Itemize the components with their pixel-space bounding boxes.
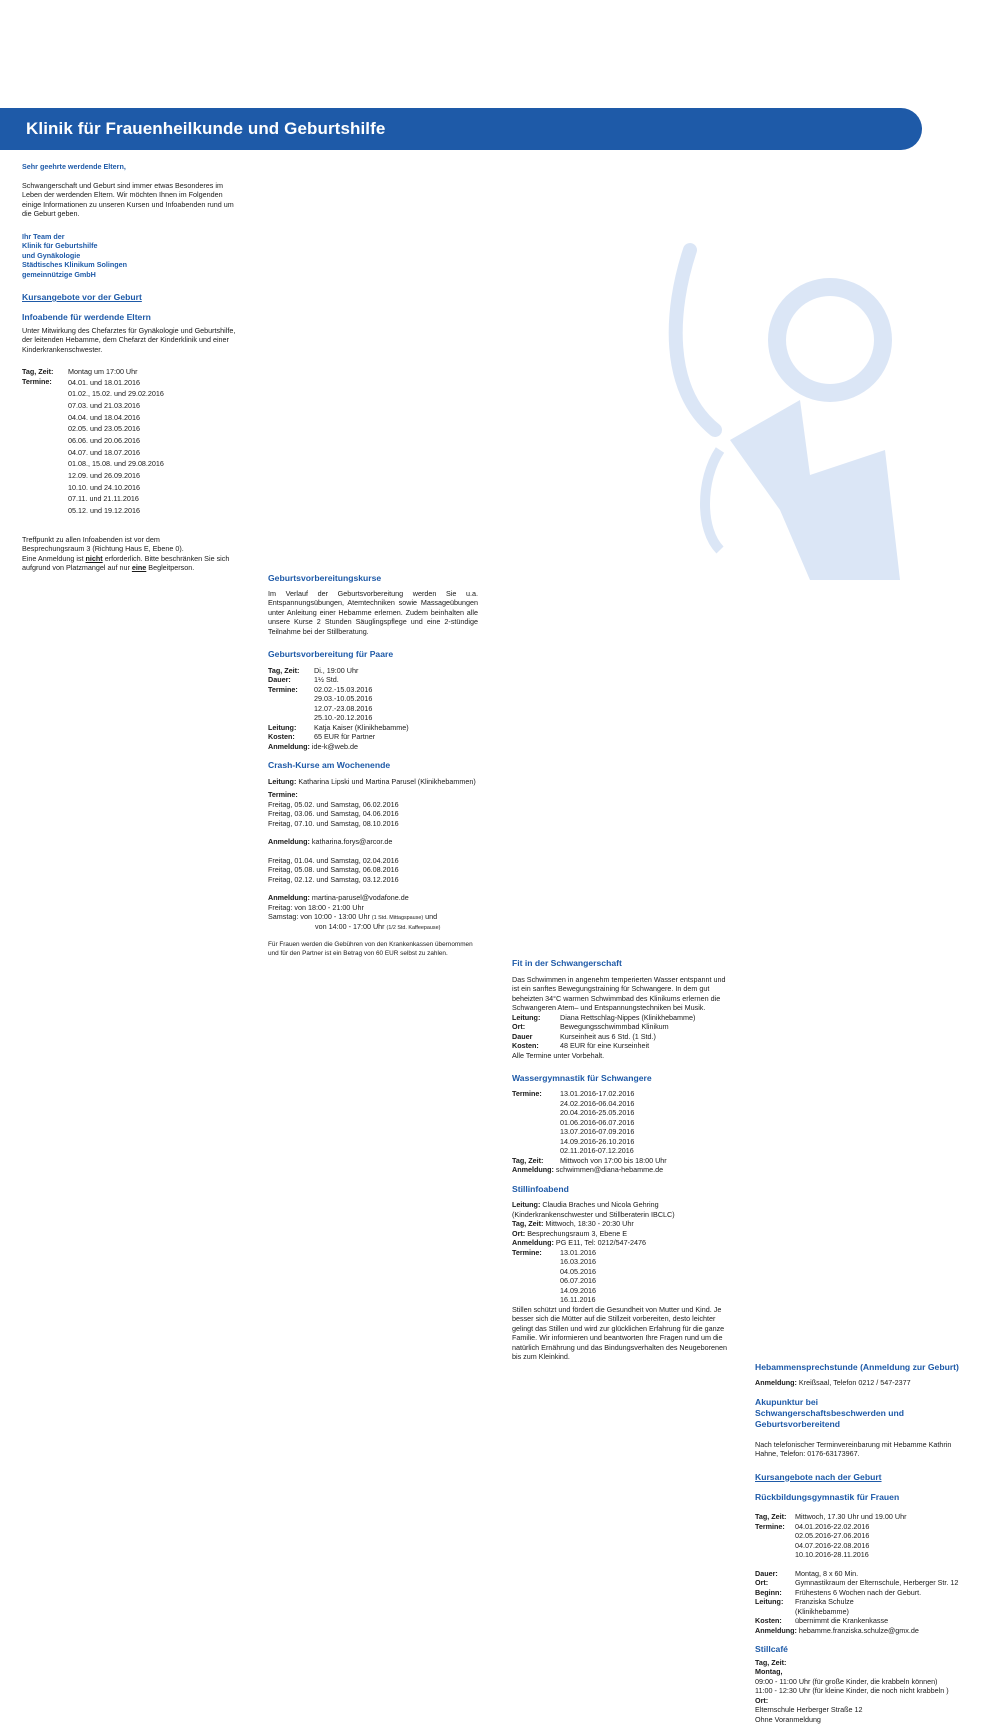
companion-note: aufgrund von Platzmangel auf nur eine Begleitperson. [22, 563, 195, 573]
breastfeeding-cafe-title: Stillcafé [755, 1644, 788, 1655]
recovery-location: Ort: Gymnastikraum der Elternschule, Herberger Str. 12 [755, 1578, 959, 1588]
cafe-time-1: 09:00 - 11:00 Uhr (für große Kinder, die krabbeln können) [755, 1676, 938, 1686]
signature-line: gemeinnützige GmbH [22, 269, 96, 279]
info-evenings-text: Unter Mitwirkung des Chefarztes für Gynäkologie und Geburtshilfe, der leitenden Hebamme, dem Chefarzt der Kinderklinik und einer Kinderkrankenschwester. [22, 325, 236, 354]
date-item: Freitag, 05.08. und Samstag, 06.08.2016 [268, 865, 399, 875]
crash-course-title: Crash-Kurse am Wochenende [268, 760, 391, 771]
date-item: Freitag, 05.02. und Samstag, 06.02.2016 [268, 799, 399, 809]
date-item: 13.01.2016-17.02.2016 [560, 1089, 635, 1099]
date-item: 04.07. und 18.07.2016 [68, 447, 140, 457]
column-4 [755, 1362, 970, 1724]
fit-leader: Leitung: Diana Rettschlag-Nippes (Klinikhebamme) [512, 1012, 696, 1022]
intro-text: Schwangerschaft und Geburt sind immer etwas Besonderes im Leben der werdenden Eltern. Wir möchten Ihnen im Folgenden einige Informationen zu unseren Kursen und Infoabenden rund um die Geburt geben. [22, 180, 234, 218]
breastfeeding-evening-title: Stillinfoabend [512, 1183, 569, 1194]
column-1 [22, 162, 242, 573]
cafe-time-2: 11:00 - 12:30 Uhr (für kleine Kinder, die noch nicht krabbeln ) [755, 1686, 949, 1696]
date-item: 05.12. und 19.12.2016 [68, 505, 140, 515]
couples-dates: Termine: 02.02.-15.03.2016 29.03.-10.05.2016 12.07.-23.08.2016 25.10.-20.12.2016 [268, 684, 373, 723]
breastfeeding-location: Ort: Besprechungsraum 3, Ebene E [512, 1228, 628, 1238]
couples-day-time: Tag, Zeit: Di., 19:00 Uhr [268, 665, 359, 675]
crash-course-registration-2: Anmeldung: martina-parusel@vodafone.de [268, 893, 409, 903]
page-title: Klinik für Frauenheilkunde und Geburtshilfe [26, 119, 386, 138]
water-gym-dates: Termine: 13.01.2016-17.02.2016 24.02.2016-06.04.2016 20.04.2016-25.05.2016 01.06.2016-06.07.2016 13.07.2016-07.09.2016 14.09.2016-26.10.2016 02.11.2016-07.12.2016 [512, 1089, 635, 1156]
date-item: 04.01.2016-22.02.2016 [795, 1521, 870, 1531]
date-item: 02.05.2016-27.06.2016 [795, 1531, 870, 1541]
crash-course-registration-1: Anmeldung: katharina.forys@arcor.de [268, 837, 393, 847]
registration-note: Eine Anmeldung ist nicht erforderlich. Bitte beschränken Sie sich [22, 553, 230, 563]
crash-course-dates-label: Termine: [268, 790, 298, 800]
date-item: 04.05.2016 [560, 1266, 596, 1276]
acupuncture-title: Akupunktur bei [755, 1396, 819, 1407]
recovery-duration: Dauer: Montag, 8 x 60 Min. [755, 1568, 859, 1578]
date-item: 14.09.2016-26.10.2016 [560, 1136, 635, 1146]
column-2 [268, 573, 478, 959]
water-gym-title: Wassergymnastik für Schwangere [512, 1073, 652, 1084]
recovery-leader: Leitung: Franziska Schulze (Klinikhebamme) [755, 1597, 854, 1616]
section-title-before-birth: Kursangebote vor der Geburt [22, 292, 142, 302]
date-item: 16.03.2016 [560, 1257, 596, 1267]
recovery-cost: Kosten: übernimmt die Krankenkasse [755, 1616, 889, 1626]
date-item: Freitag, 03.06. und Samstag, 04.06.2016 [268, 809, 399, 819]
meeting-point-text: Treffpunkt zu allen Infoabenden ist vor dem [22, 534, 160, 544]
date-item: 02.05. und 23.05.2016 [68, 424, 140, 434]
water-gym-day-time: Tag, Zeit: Mittwoch von 17:00 bis 18:00 Uhr [512, 1155, 667, 1165]
cafe-location-label: Ort: [755, 1695, 769, 1705]
date-item: 01.08., 15.08. und 29.08.2016 [68, 459, 164, 469]
date-item: 04.07.2016-22.08.2016 [795, 1540, 870, 1550]
date-item: 04.04. und 18.04.2016 [68, 412, 140, 422]
couples-duration: Dauer: 1½ Std. [268, 675, 339, 685]
date-item: Freitag, 07.10. und Samstag, 08.10.2016 [268, 818, 399, 828]
column-3 [512, 958, 730, 1362]
fit-pregnancy-text: Das Schwimmen in angenehm temperierten Wasser entspannt und ist ein sanftes Bewegungstraining für Schwangere. In dem gut beheizten 34°C warmen Schwimmbad des Klinikums erlernen die Schwangeren Atem– und Entspannungstechniken bei Musik. [512, 974, 726, 1013]
date-item: 10.10. und 24.10.2016 [68, 482, 140, 492]
cafe-location: Elternschule Herberger Straße 12 [755, 1705, 863, 1715]
date-item: 12.07.-23.08.2016 [314, 703, 373, 713]
info-dates: Termine: 04.01. und 18.01.2016 01.02., 15.02. und 29.02.2016 07.03. und 21.03.2016 04.04. und 18.04.2016 02.05. und 23.05.2016 06.06. und 20.06.2016 04.07. und 18.07.2016 01.08., 15.08. und 29.08.2016 12.09. und 26.09.2016 10.10. und 24.10.2016 07.11. und 21.11.2016 05.12. und 19.12.2016 [22, 376, 164, 515]
date-item: 29.03.-10.05.2016 [314, 694, 373, 704]
acupuncture-text: Nach telefonischer Terminvereinbarung mit Hebamme Kathrin Hahne, Telefon: 0176-63173967. [755, 1439, 952, 1459]
fit-duration: Dauer Kurseinheit aus 6 Std. (1 Std.) [512, 1031, 656, 1041]
saturday-time: Samstag: von 10:00 - 13:00 Uhr (1 Std. Mittagspause) und [268, 912, 438, 922]
meeting-point-text: Besprechungsraum 3 (Richtung Haus E, Ebene 0). [22, 544, 184, 554]
midwife-registration: Anmeldung: Kreißsaal, Telefon 0212 / 547-2377 [755, 1378, 911, 1388]
signature-line: Ihr Team der [22, 231, 65, 241]
fit-reservation: Alle Termine unter Vorbehalt. [512, 1050, 605, 1060]
acupuncture-title: Schwangerschaftsbeschwerden und [755, 1407, 904, 1418]
date-item: 06.07.2016 [560, 1276, 596, 1286]
date-item: 10.10.2016-28.11.2016 [795, 1550, 869, 1560]
signature-line: und Gynäkologie [22, 250, 81, 260]
decorative-stethoscope-graphic [660, 250, 960, 680]
cafe-day-time-label: Tag, Zeit: [755, 1657, 787, 1667]
cafe-day: Montag, [755, 1667, 783, 1677]
section-title-after-birth: Kursangebote nach der Geburt [755, 1471, 882, 1482]
greeting: Sehr geehrte werdende Eltern, [22, 162, 126, 171]
title-banner [0, 108, 922, 150]
date-item: 02.11.2016-07.12.2016 [560, 1146, 634, 1156]
recovery-day-time: Tag, Zeit: Mittwoch, 17.30 Uhr und 19.00 Uhr [755, 1512, 907, 1522]
fit-cost: Kosten: 48 EUR für eine Kurseinheit [512, 1041, 650, 1051]
crash-course-leader: Leitung: Katharina Lipski und Martina Parusel (Klinikhebammen) [268, 776, 476, 786]
date-item: Freitag, 01.04. und Samstag, 02.04.2016 [268, 855, 399, 865]
recovery-dates: Termine: 04.01.2016-22.02.2016 02.05.2016-27.06.2016 04.07.2016-22.08.2016 10.10.2016-28.11.2016 [755, 1521, 870, 1560]
date-item: 07.03. und 21.03.2016 [68, 401, 140, 410]
date-item: Freitag, 02.12. und Samstag, 03.12.2016 [268, 874, 399, 884]
fees-note: Für Frauen werden die Gebühren von den Krankenkassen übernommen und für den Partner ist ein Betrag von 60 EUR selbst zu zahlen. [268, 941, 473, 957]
fit-location: Ort: Bewegungsschwimmbad Klinikum [512, 1022, 669, 1032]
date-item: 04.01. und 18.01.2016 [68, 377, 140, 387]
date-item: 07.11. und 21.11.2016 [68, 494, 139, 504]
recovery-gym-title: Rückbildungsgymnastik für Frauen [755, 1492, 900, 1502]
birth-prep-text: Im Verlauf der Geburtsvorbereitung werden Sie u.a. Entspannungsübungen, Atemtechniken sowie Massageübungen unter Anleitung einer Hebamme erlernen. Zudem beinhalten alle unsere Kurse 2 Stunden Säuglingspflege und eine 2-stündige Teilnahme bei der Stillberatung. [268, 588, 478, 636]
breastfeeding-leader: Leitung: Claudia Braches und Nicola Gehring (Kinderkrankenschwester und Stillberaterin IBCLC) [512, 1200, 675, 1219]
recovery-registration: Anmeldung: hebamme.franziska.schulze@gmx.de [755, 1625, 919, 1635]
friday-time: Freitag: von 18:00 - 21:00 Uhr [268, 902, 364, 912]
couples-leader: Leitung: Katja Kaiser (Klinikhebamme) [268, 722, 409, 732]
date-item: 24.02.2016-06.04.2016 [560, 1098, 635, 1108]
midwife-consultation-title: Hebammensprechstunde (Anmeldung zur Geburt) [755, 1361, 959, 1372]
couples-prep-title: Geburtsvorbereitung für Paare [268, 649, 394, 660]
date-item: 25.10.-20.12.2016 [314, 713, 373, 723]
signature-line: Städtisches Klinikum Solingen [22, 260, 128, 269]
info-day-time: Tag, Zeit: Montag um 17:00 Uhr [22, 367, 138, 377]
date-item: 01.02., 15.02. und 29.02.2016 [68, 389, 164, 399]
signature-line: Klinik für Geburtshilfe [22, 241, 98, 250]
breastfeeding-dates: Termine: 13.01.2016 16.03.2016 04.05.2016 06.07.2016 14.09.2016 16.11.2016 [512, 1247, 596, 1305]
breastfeeding-text: Stillen schützt und fördert die Gesundheit von Mutter und Kind. Je besser sich die Mütter auf die Stillzeit vorbereiten, desto leichter gelingt das Stillen und wird zur glücklichen Erfahrung für die ganze Familie. Wir informieren und beantworten Ihre Fragen rund um die natürlich Ernährung und das Bindungsverhalten des Neugeborenen bis zum Kleinkind. [512, 1304, 727, 1362]
couples-registration: Anmeldung: ide-k@web.de [268, 741, 358, 751]
date-item: 06.06. und 20.06.2016 [68, 435, 140, 445]
date-item: 02.02.-15.03.2016 [314, 684, 373, 694]
date-item: 12.09. und 26.09.2016 [68, 470, 140, 480]
date-item: 01.06.2016-06.07.2016 [560, 1117, 635, 1127]
couples-cost: Kosten: 65 EUR für Partner [268, 732, 376, 742]
date-item: 13.07.2016-07.09.2016 [560, 1127, 635, 1137]
date-item: 14.09.2016 [560, 1285, 596, 1295]
date-item: 13.01.2016 [560, 1247, 596, 1257]
breastfeeding-registration: Anmeldung: PG E11, Tel: 0212/547-2476 [512, 1238, 646, 1248]
breastfeeding-day-time: Tag, Zeit: Mittwoch, 18:30 - 20:30 Uhr [512, 1219, 634, 1229]
acupuncture-title: Geburtsvorbereitend [755, 1419, 841, 1430]
saturday-time-2: von 14:00 - 17:00 Uhr (1/2 Std. Kaffeepause) [315, 922, 441, 932]
fit-pregnancy-title: Fit in der Schwangerschaft [512, 958, 622, 969]
info-evenings-title: Infoabende für werdende Eltern [22, 312, 151, 323]
recovery-start: Beginn: Frühestens 6 Wochen nach der Geburt. [755, 1587, 922, 1597]
date-item: 16.11.2016 [560, 1295, 596, 1305]
birth-prep-title: Geburtsvorbereitungskurse [268, 572, 382, 583]
water-gym-registration: Anmeldung: schwimmen@diana-hebamme.de [512, 1165, 664, 1175]
date-item: 20.04.2016-25.05.2016 [560, 1108, 635, 1118]
cafe-no-registration: Ohne Voranmeldung [755, 1714, 821, 1724]
